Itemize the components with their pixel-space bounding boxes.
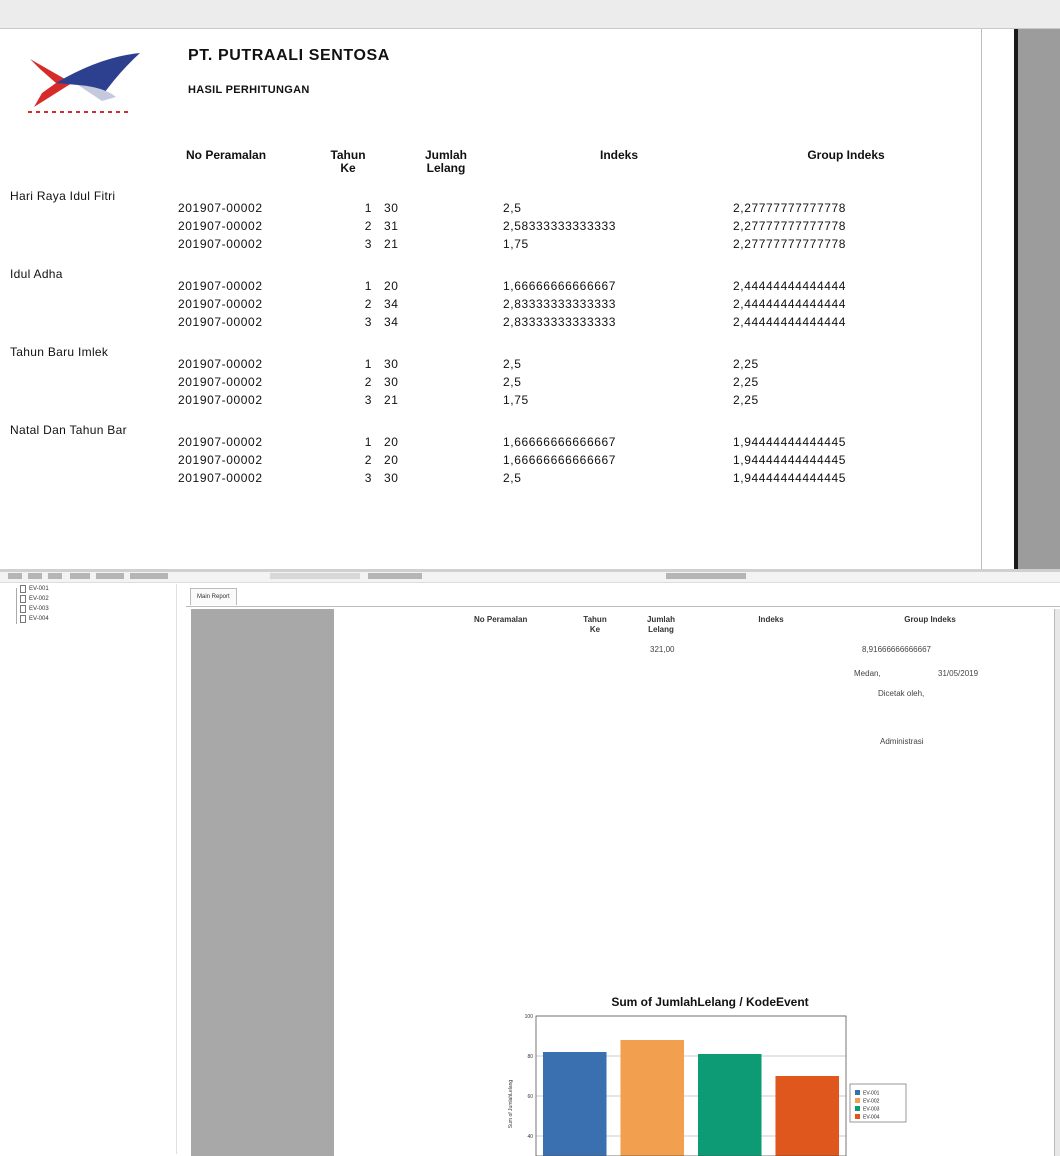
toolbar-button[interactable] [70,573,90,579]
cell-indeks: 1,75 [503,237,529,251]
y-tick-label: 60 [527,1094,533,1100]
header-tahun-ke: Tahun Ke [583,615,607,634]
table-row [8,297,968,315]
cell-no-peramalan: 201907-00002 [178,219,263,233]
cell-tahun-ke: 3 [364,315,372,329]
cell-group-indeks: 1,94444444444445 [733,471,847,485]
legend-label: EV-001 [863,1090,880,1097]
table-row [8,279,968,297]
cell-group-indeks: 2,27777777777778 [733,237,847,251]
company-name: PT. PUTRAALI SENTOSA [188,47,390,64]
cell-jumlah-lelang: 21 [384,393,399,407]
y-axis-label: Sum of JumlahLelang [508,1079,514,1129]
cell-no-peramalan: 201907-00002 [178,375,263,389]
tree-item[interactable] [20,594,49,604]
cell-tahun-ke: 2 [364,375,372,389]
tree-item[interactable] [20,614,49,624]
chart-bars [543,1040,839,1156]
chart-y-ticks [525,1014,534,1140]
tree-item[interactable] [20,584,49,594]
cell-no-peramalan: 201907-00002 [178,435,263,449]
cell-jumlah-lelang: 20 [384,435,399,449]
table-row [8,393,968,411]
tree-item-label: EV-002 [29,596,49,602]
cell-group-indeks: 2,25 [733,375,759,389]
tree-item-label: EV-003 [29,606,49,612]
toolbar-button[interactable] [96,573,124,579]
cell-group-indeks: 2,44444444444444 [733,315,847,329]
cell-tahun-ke: 1 [364,201,372,215]
toolbar-status [666,573,746,579]
cell-no-peramalan: 201907-00002 [178,201,263,215]
group-label: Idul Adha [10,267,63,281]
tree-item-label: EV-004 [29,616,49,622]
cell-indeks: 1,66666666666667 [503,279,617,293]
cell-no-peramalan: 201907-00002 [178,453,263,467]
cell-group-indeks: 1,94444444444445 [733,453,847,467]
legend-label: EV-002 [863,1098,880,1105]
tree-connector [16,588,17,624]
legend-label: EV-003 [863,1106,880,1113]
header-no-peramalan: No Peramalan [186,148,267,162]
header-indeks: Indeks [599,148,638,162]
cell-jumlah-lelang: 34 [384,297,399,311]
group-label: Tahun Baru Imlek [10,345,109,359]
cell-indeks: 1,66666666666667 [503,435,617,449]
cell-indeks: 1,66666666666667 [503,453,617,467]
legend-swatch [855,1114,860,1119]
preview-scroll-gutter [981,29,1060,571]
cell-jumlah-lelang: 30 [384,357,399,371]
cell-tahun-ke: 1 [364,357,372,371]
document-icon [20,605,26,613]
bar-chart [500,992,920,1156]
table-row [8,315,968,333]
report-page [8,29,981,569]
document-icon [20,615,26,623]
table-row [8,219,968,237]
tree-item[interactable] [20,604,49,614]
tab-main-report[interactable]: Main Report [190,588,237,605]
toolbar-search-box[interactable] [270,573,360,579]
cell-no-peramalan: 201907-00002 [178,315,263,329]
table-row [8,237,968,255]
cell-indeks: 1,75 [503,393,529,407]
cell-jumlah-lelang: 34 [384,315,399,329]
cell-no-peramalan: 201907-00002 [178,357,263,371]
signer-name: Administrasi [880,737,924,746]
legend-label: EV-004 [863,1114,880,1121]
toolbar-button[interactable] [8,573,22,579]
report-tab-strip [186,586,1060,607]
document-icon [20,595,26,603]
tree-item-label: EV-001 [29,586,49,592]
cell-no-peramalan: 201907-00002 [178,393,263,407]
cell-tahun-ke: 1 [364,435,372,449]
bar-ev-003 [698,1054,762,1156]
cell-tahun-ke: 1 [364,279,372,293]
cell-group-indeks: 2,25 [733,357,759,371]
viewer-toolbar-strip [0,0,1060,29]
cell-indeks: 2,5 [503,375,522,389]
table-row [8,453,968,471]
cell-tahun-ke: 2 [364,297,372,311]
cell-indeks: 2,5 [503,201,522,215]
cell-group-indeks: 2,44444444444444 [733,279,847,293]
y-tick-label: 40 [527,1134,533,1140]
designer-toolbar [0,572,1060,583]
cell-no-peramalan: 201907-00002 [178,279,263,293]
cell-jumlah-lelang: 20 [384,279,399,293]
header-tahun-ke: Tahun Ke [330,148,366,175]
legend-swatch [855,1106,860,1111]
cell-jumlah-lelang: 30 [384,201,399,215]
document-icon [20,585,26,593]
table-row [8,471,968,489]
header-jumlah-lelang: Jumlah Lelang [424,148,467,175]
designer-scrollbar[interactable] [1054,609,1060,1156]
cell-tahun-ke: 3 [364,471,372,485]
group-label: Natal Dan Tahun Bar [10,423,127,437]
cell-group-indeks: 2,27777777777778 [733,219,847,233]
cell-group-indeks: 2,27777777777778 [733,201,847,215]
table-row [8,435,968,453]
toolbar-button[interactable] [130,573,168,579]
jumlah-total: 321,00 [650,645,675,654]
toolbar-button[interactable] [368,573,422,579]
cell-group-indeks: 2,44444444444444 [733,297,847,311]
toolbar-button[interactable] [28,573,42,579]
cell-indeks: 2,5 [503,471,522,485]
header-no-peramalan: No Peramalan [474,615,528,624]
designer-margin [191,609,334,1156]
cell-group-indeks: 1,94444444444445 [733,435,847,449]
header-indeks: Indeks [758,615,784,624]
bar-ev-001 [543,1052,607,1156]
bar-ev-004 [775,1076,839,1156]
page-shadow [1014,29,1018,571]
chart-legend [850,1084,906,1122]
header-jumlah-lelang: Jumlah Lelang [646,615,675,634]
cell-no-peramalan: 201907-00002 [178,297,263,311]
group-indeks-total: 8,91666666666667 [862,645,931,654]
cell-no-peramalan: 201907-00002 [178,237,263,251]
cell-indeks: 2,58333333333333 [503,219,617,233]
cell-tahun-ke: 2 [364,453,372,467]
legend-swatch [855,1090,860,1095]
report-designer [0,572,1060,1156]
cell-jumlah-lelang: 31 [384,219,399,233]
cell-tahun-ke: 3 [364,393,372,407]
table-row [8,357,968,375]
group-tree [6,584,177,1154]
printed-by-label: Dicetak oleh, [878,689,925,698]
legend-swatch [855,1098,860,1103]
cell-tahun-ke: 3 [364,237,372,251]
chart-title: Sum of JumlahLelang / KodeEvent [611,995,809,1009]
cell-jumlah-lelang: 30 [384,375,399,389]
cell-indeks: 2,83333333333333 [503,297,617,311]
print-date: 31/05/2019 [938,669,979,678]
cell-no-peramalan: 201907-00002 [178,471,263,485]
header-group-indeks: Group Indeks [807,148,885,162]
next-page-edge [981,29,1014,571]
table-row [8,375,968,393]
y-tick-label: 80 [527,1054,533,1060]
y-tick-label: 100 [524,1014,533,1020]
cell-group-indeks: 2,25 [733,393,759,407]
cell-indeks: 2,83333333333333 [503,315,617,329]
bar-ev-002 [620,1040,684,1156]
place-label: Medan, [854,669,881,678]
header-group-indeks: Group Indeks [904,615,956,624]
cell-jumlah-lelang: 21 [384,237,399,251]
cell-jumlah-lelang: 20 [384,453,399,467]
cell-jumlah-lelang: 30 [384,471,399,485]
toolbar-button[interactable] [48,573,62,579]
group-label: Hari Raya Idul Fitri [10,189,116,203]
cell-indeks: 2,5 [503,357,522,371]
company-logo [20,47,150,117]
table-row [8,201,968,219]
cell-tahun-ke: 2 [364,219,372,233]
report-title: HASIL PERHITUNGAN [188,84,310,96]
